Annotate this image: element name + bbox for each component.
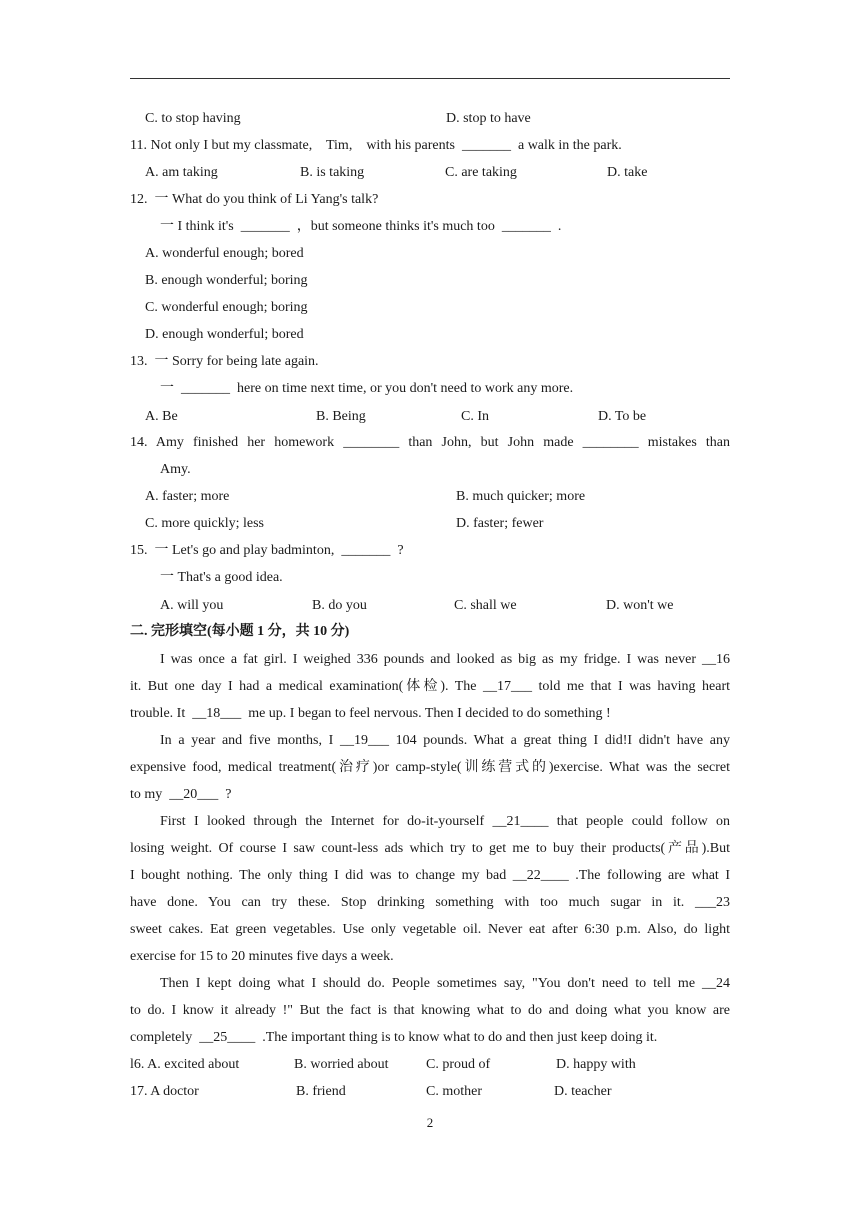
q10-option-c: C. to stop having [145, 111, 241, 126]
q13-option-a: A. Be [145, 409, 178, 424]
page-number: 2 [426, 1115, 434, 1130]
q15-option-c: C. shall we [454, 598, 517, 613]
q15-option-a: A. will you [160, 598, 224, 613]
passage-p2-line2: expensive food, medical treatment(治疗)or camp-style(训练营式的)exercise. What was the secret [130, 760, 730, 775]
q13-stem: 13. 一 Sorry for being late again. [130, 354, 319, 369]
q12-option-c: C. wonderful enough; boring [145, 300, 308, 315]
q15-stem: 15. 一 Let's go and play badminton, _______ ? [130, 543, 404, 558]
q17-option-d: D. teacher [554, 1084, 612, 1099]
q14-option-a: A. faster; more [145, 489, 230, 504]
q17-option-b: B. friend [296, 1084, 346, 1099]
q13-option-c: C. In [461, 409, 489, 424]
q15-option-d: D. won't we [606, 598, 674, 613]
q16-option-c: C. proud of [426, 1057, 491, 1072]
q16-option-b: B. worried about [294, 1057, 389, 1072]
passage-p3-line4: have done. You can try these. Stop drinking something with too much sugar in it. ___23 [130, 895, 730, 910]
q14-stem: 14. Amy finished her homework ________ than John, but John made ________ mistakes than [130, 435, 730, 450]
q17-option-c: C. mother [426, 1084, 482, 1099]
q11-option-d: D. take [607, 165, 648, 180]
passage-p1-line3: trouble. It __18___ me up. I began to feel nervous. Then I decided to do something ! [130, 706, 611, 721]
section-heading: 二. 完形填空(每小题 1 分，共 10 分) [130, 624, 350, 639]
q14-option-c: C. more quickly; less [145, 516, 264, 531]
q15-reply: 一 That's a good idea. [160, 570, 283, 585]
passage-p1-line2: it. But one day I had a medical examination(体检). The __17___ told me that I was having heart [130, 679, 730, 694]
q11-option-c: C. are taking [445, 165, 517, 180]
passage-p3-line1: First I looked through the Internet for do-it-yourself __21____ that people could follow on [160, 814, 730, 829]
q12-reply: 一 I think it's _______ ，but someone thinks it's much too _______ . [160, 219, 562, 234]
header-rule [130, 78, 730, 79]
q16-option-d: D. happy with [556, 1057, 636, 1072]
q12-option-d: D. enough wonderful; bored [145, 327, 304, 342]
q11-option-b: B. is taking [300, 165, 365, 180]
passage-p4-line2: to do. I know it already !" But the fact is that knowing what to do and doing what you know are [130, 1003, 730, 1018]
passage-p4-line3: completely __25____ .The important thing is to know what to do and then just keep doing it. [130, 1030, 658, 1045]
passage-p2-line3: to my __20___ ? [130, 787, 232, 802]
q14-stem-cont: Amy. [160, 462, 191, 477]
q13-reply: 一 _______ here on time next time, or you don't need to work any more. [160, 381, 574, 396]
q12-option-b: B. enough wonderful; boring [145, 273, 308, 288]
q12-stem: 12. 一 What do you think of Li Yang's talk? [130, 192, 379, 207]
q15-option-b: B. do you [312, 598, 367, 613]
q11-stem: 11. Not only I but my classmate, Tim, with his parents _______ a walk in the park. [130, 138, 622, 153]
q11-option-a: A. am taking [145, 165, 218, 180]
passage-p3-line6: exercise for 15 to 20 minutes five days a week. [130, 949, 394, 964]
q14-option-b: B. much quicker; more [456, 489, 586, 504]
passage-p3-line5: sweet cakes. Eat green vegetables. Use only vegetable oil. Never eat after 6:30 p.m. Also, do light [130, 922, 730, 937]
passage-p3-line2: losing weight. Of course I saw count-less ads which try to get me to buy their products(产品).But [130, 841, 730, 856]
passage-p1-line1: I was once a fat girl. I weighed 336 pounds and looked as big as my fridge. I was never __16 [160, 652, 730, 667]
q13-option-b: B. Being [316, 409, 366, 424]
q17-option-a: 17. A doctor [130, 1084, 199, 1099]
q12-option-a: A. wonderful enough; bored [145, 246, 304, 261]
q14-option-d: D. faster; fewer [456, 516, 544, 531]
q10-option-d: D. stop to have [446, 111, 531, 126]
passage-p4-line1: Then I kept doing what I should do. People sometimes say, "You don't need to tell me __24 [160, 976, 730, 991]
q16-option-a: l6. A. excited about [130, 1057, 240, 1072]
q13-option-d: D. To be [598, 409, 647, 424]
passage-p2-line1: In a year and five months, I __19___ 104 pounds. What a great thing I did!I didn't have any [160, 733, 730, 748]
passage-p3-line3: I bought nothing. The only thing I did was to change my bad __22____ .The following are what I [130, 868, 730, 883]
